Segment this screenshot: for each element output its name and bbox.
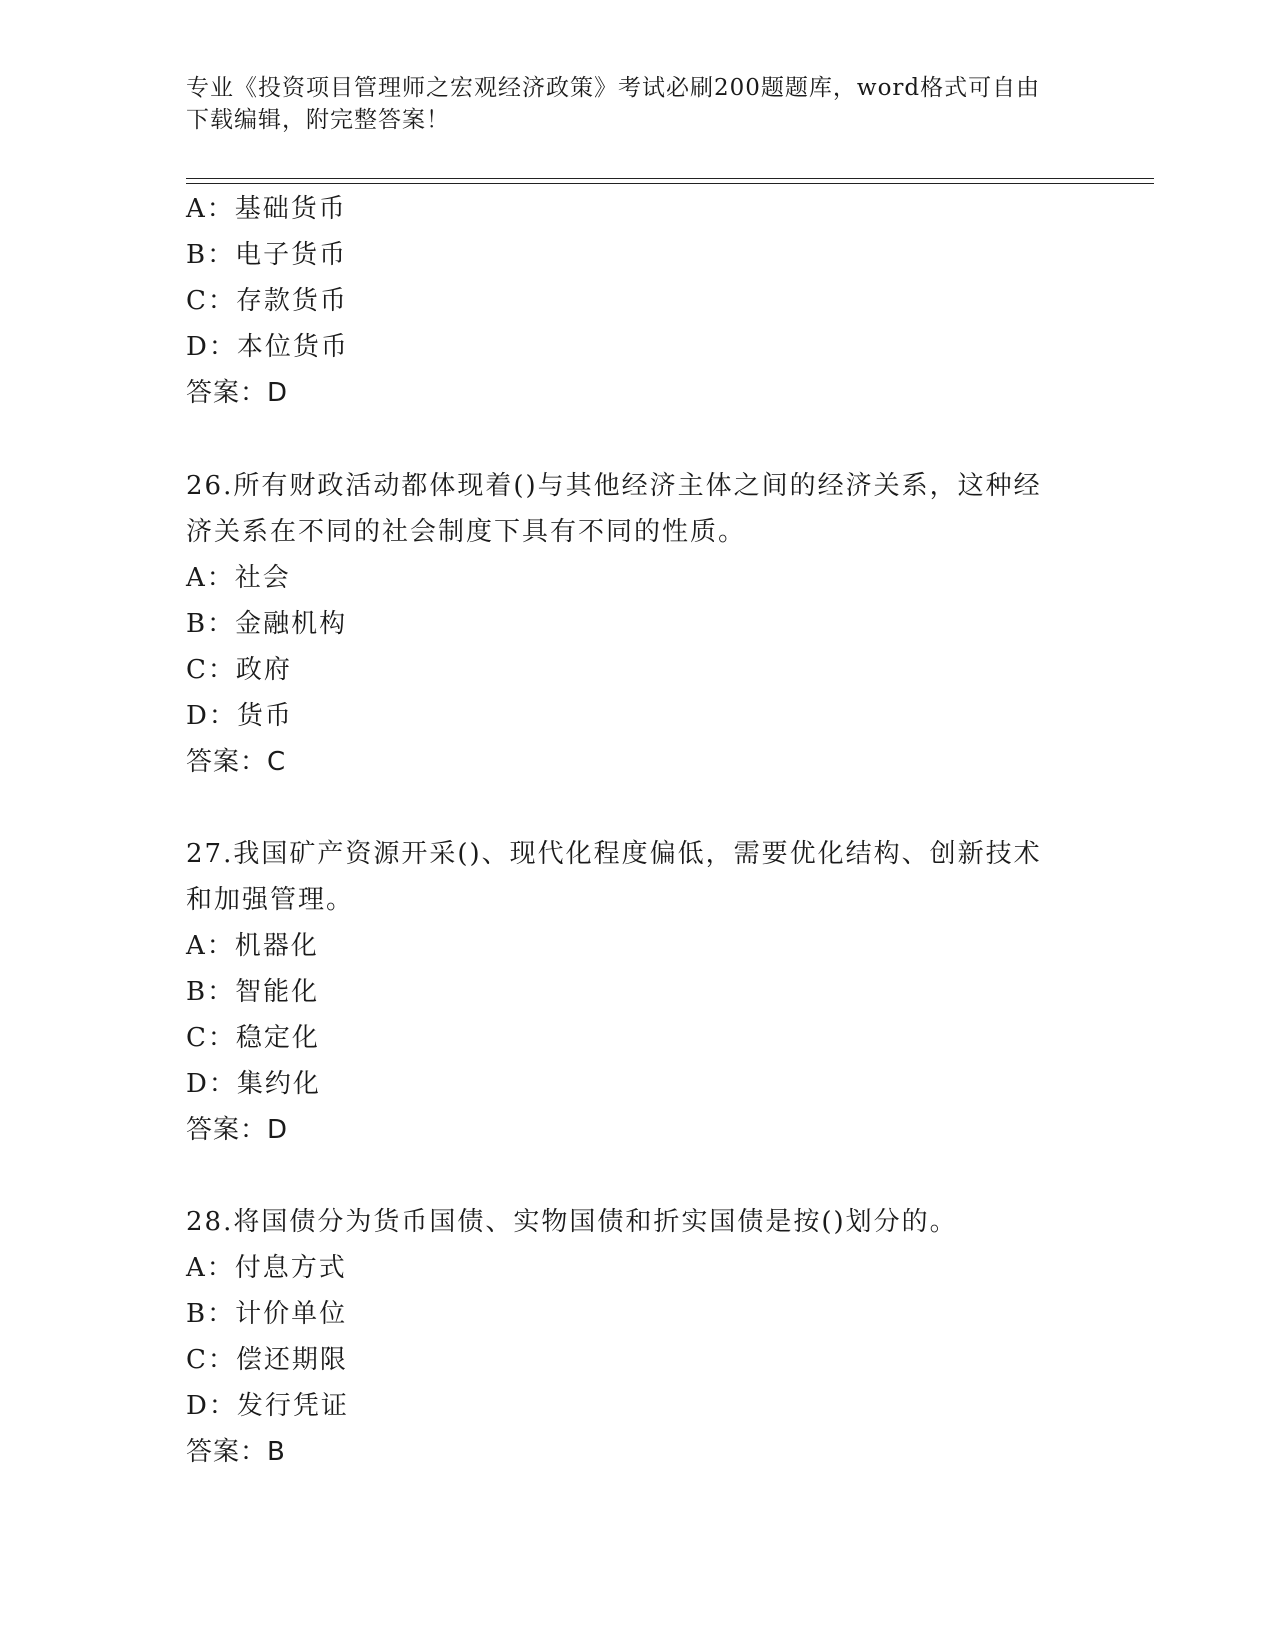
- answer: 答案：D: [186, 1115, 289, 1145]
- option-c: C：政府: [186, 655, 292, 685]
- option-a: A：基础货币: [186, 194, 347, 224]
- option-a: A：付息方式: [186, 1253, 347, 1283]
- question-stem: 26.所有财政活动都体现着()与其他经济主体之间的经济关系，这种经: [186, 471, 1042, 501]
- question-27: [186, 831, 1086, 1153]
- option-c: C：存款货币: [186, 286, 348, 316]
- answer: 答案：D: [186, 378, 289, 408]
- question-25: [186, 186, 1086, 416]
- option-d: D：货币: [186, 701, 293, 731]
- header-divider-bottom: [186, 183, 1154, 184]
- question-28: [186, 1199, 1086, 1475]
- option-c: C：偿还期限: [186, 1345, 348, 1375]
- option-c: C：稳定化: [186, 1023, 320, 1053]
- answer: 答案：C: [186, 747, 287, 777]
- option-b: B：智能化: [186, 977, 320, 1007]
- option-d: D：发行凭证: [186, 1391, 349, 1421]
- question-stem: 28.将国债分为货币国债、实物国债和折实国债是按()划分的。: [186, 1207, 958, 1237]
- option-b: B：计价单位: [186, 1299, 348, 1329]
- option-d: D：集约化: [186, 1069, 321, 1099]
- header-line-1: 专业《投资项目管理师之宏观经济政策》考试必刷200题题库，word格式可自由: [186, 75, 1041, 101]
- option-a: A：机器化: [186, 931, 319, 961]
- question-26: [186, 463, 1086, 785]
- document-header: [186, 72, 1086, 136]
- question-stem: 27.我国矿产资源开采()、现代化程度偏低，需要优化结构、创新技术: [186, 839, 1042, 869]
- option-d: D：本位货币: [186, 332, 349, 362]
- option-b: B：电子货币: [186, 240, 348, 270]
- answer: 答案：B: [186, 1437, 286, 1467]
- header-line-2: 下载编辑，附完整答案！: [186, 107, 450, 133]
- option-b: B：金融机构: [186, 609, 348, 639]
- question-stem-cont: 和加强管理。: [186, 885, 355, 915]
- header-divider-top: [186, 178, 1154, 179]
- option-a: A：社会: [186, 563, 291, 593]
- question-stem-cont: 济关系在不同的社会制度下具有不同的性质。: [186, 517, 747, 547]
